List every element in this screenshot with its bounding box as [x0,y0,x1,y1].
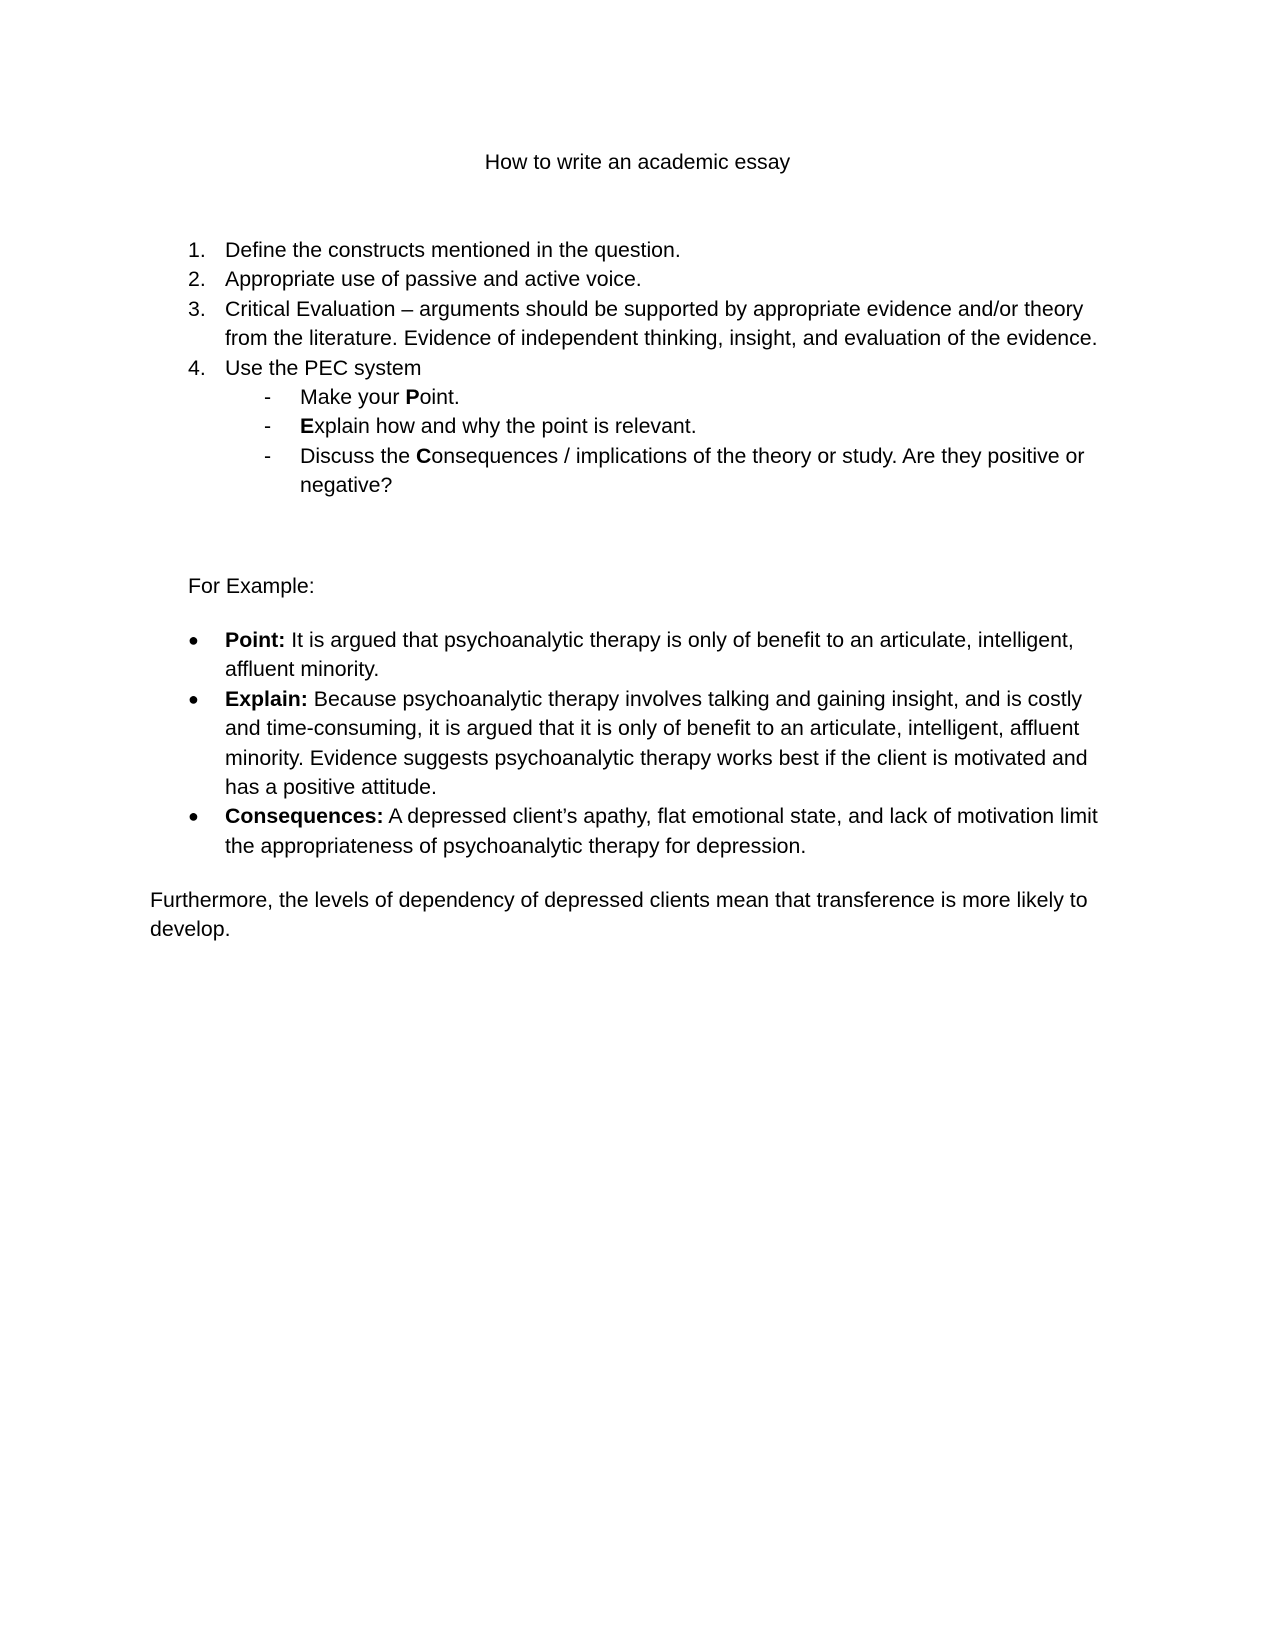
pec-letter: E [300,414,315,439]
page-title: How to write an academic essay [484,150,791,174]
example-label: Consequences: [225,804,384,829]
pec-item [188,442,1118,501]
step-number: 4. [188,355,206,380]
example-text: Because psychoanalytic therapy involves talking and gaining insight, and is costly and time-consuming, it is argued that it is only of benefit to an articulate, intelligent, affluent minority. Evidence suggests psychoanalytic therapy works best if the client is motivated and has a positive attitude. [225,686,1088,800]
step-number: 2. [188,267,206,292]
step-item [188,265,1118,294]
pec-text-before: Make your [300,385,406,410]
example-heading: For Example: [188,574,315,598]
example-item [188,802,1123,861]
step-text: Appropriate use of passive and active voice. [225,267,642,292]
step-text: Use the PEC system [225,355,422,380]
dash-marker: - [264,385,272,410]
example-item [188,685,1123,803]
pec-text-after: onsequences / implications of the theory or study. Are they positive or negative? [300,443,1085,498]
step-text: Define the constructs mentioned in the question. [225,238,681,262]
pec-text-after: xplain how and why the point is relevant. [314,414,697,439]
dash-marker: - [264,414,272,439]
bullet-icon: ● [188,630,199,650]
step-item [188,295,1118,354]
dash-marker: - [264,443,272,468]
bullet-icon: ● [188,688,199,709]
step-item [188,236,1118,265]
step-text: Critical Evaluation – arguments should be supported by appropriate evidence and/or theory from the literature. Evidence of independent thinking, insight, and evaluation of the evidence. [225,296,1098,351]
closing-paragraph: Furthermore, the levels of dependency of depressed clients mean that transference is more likely to develop. [150,888,1088,942]
step-number: 3. [188,296,206,321]
steps-list [188,236,1118,501]
example-label: Point: [225,628,286,652]
examples-list [188,626,1123,861]
step-number: 1. [188,238,206,262]
example-label: Explain: [225,686,308,711]
pec-letter: C [416,443,432,468]
example-text: A depressed client’s apathy, flat emotional state, and lack of motivation limit the appropriateness of psychoanalytic therapy for depression. [225,804,1098,858]
pec-item [188,383,1118,412]
example-item [188,626,1123,685]
pec-letter: P [405,385,420,410]
pec-item [188,412,1118,441]
step-item [188,354,1118,383]
pec-text-before: Discuss the [300,443,416,468]
pec-text-after: oint. [419,385,460,410]
example-text: It is argued that psychoanalytic therapy is only of benefit to an articulate, intelligent, affluent minority. [225,628,1074,682]
bullet-icon: ● [188,806,199,827]
